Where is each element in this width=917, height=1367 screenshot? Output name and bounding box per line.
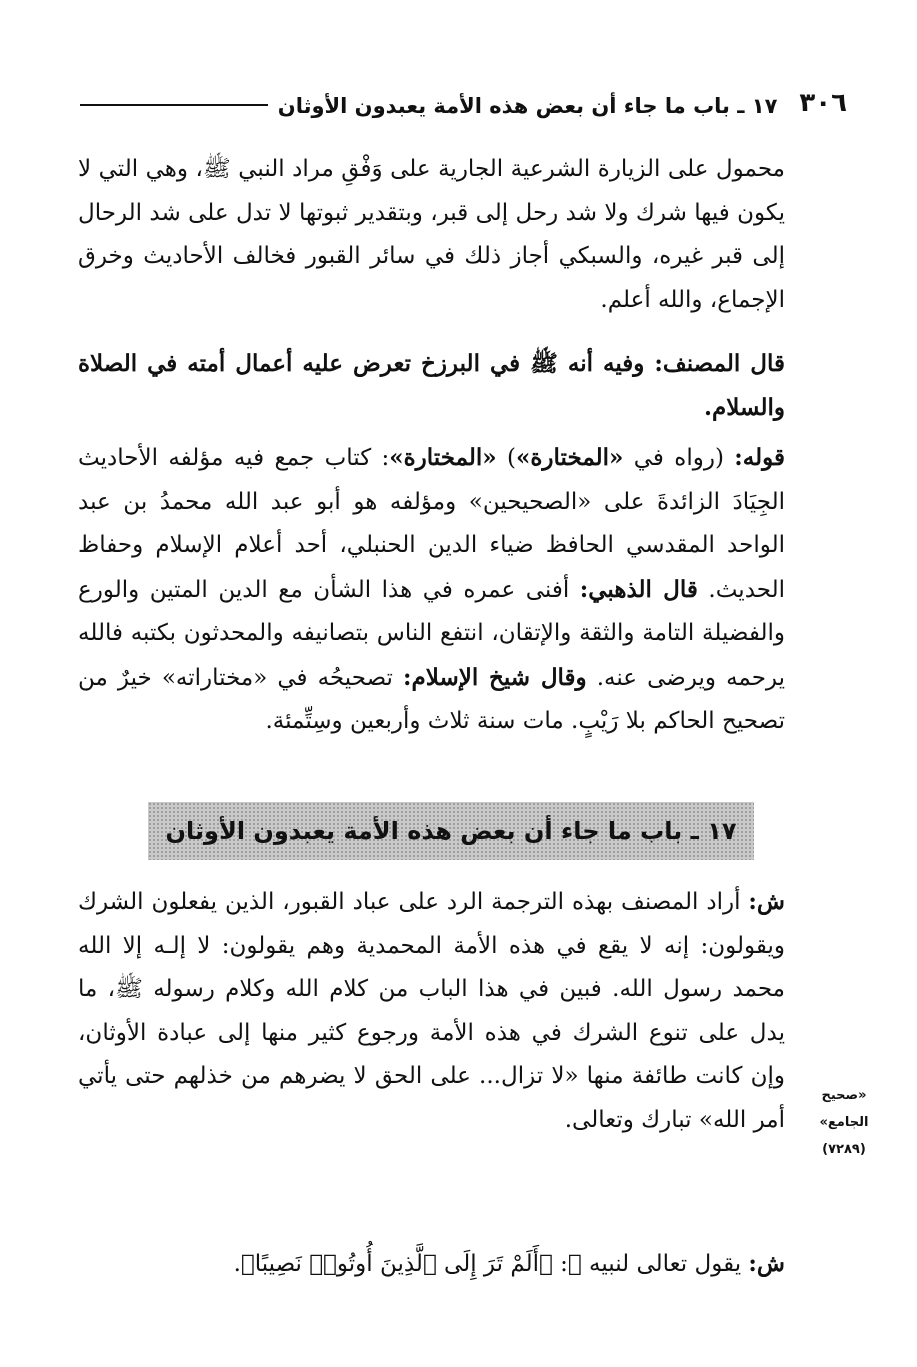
paragraph-3-text-4: أفنى عمره في هذا الشأن مع الدين المتين والورع والفضيلة التامة والثقة والإتقان، انتفع الناس بتصانيفه والمحدثون بكتبه فالله يرحمه ويرضى عنه. [78,576,786,691]
paragraph-5 [78,1242,785,1287]
paragraph-2 [78,342,785,429]
chapter-title: ١٧ ـ باب ما جاء أن بعض هذه الأمة يعبدون الأوثان [165,817,737,845]
page-number: ٣٠٦ [799,88,847,118]
paragraph-3 [78,436,785,744]
paragraph-3-text-2: ) [496,445,516,471]
margin-note-line-1: «صحيح [821,1088,867,1103]
paragraph-5-text: يقول تعالى لنبيه ﷺ: ﴿أَلَمْ تَرَ إِلَى ٱلَّذِينَ أُوتُوا۟ نَصِيبًا﴾. [233,1251,749,1277]
sharh-label: ش: [748,888,785,915]
paragraph-3-text-1: (رواه في [623,445,735,471]
sharh-label-2: ش: [748,1250,785,1277]
paragraph-4 [78,880,785,1142]
paragraph-4-text: أراد المصنف بهذه الترجمة الرد على عباد القبور، الذين يفعلون الشرك ويقولون: إنه لا يقع في هذه الأمة المحمدية وهم يقولون: لا إلـه إلا الله محمد رسول الله. فبين في هذا الباب من كلام الله وكلام رسوله ﷺ، ما يدل على تنوع الشرك في هذه الأمة ورجوع كثير منها إلى عبادة الأوثان، وإن كانت طائفة منها «لا تزال... على الحق لا يضرهم من خذلهم حتى يأتي أمر الله» تبارك وتعالى. [78,889,785,1133]
shaykh-al-islam-label: وقال شيخ الإسلام: [403,663,587,691]
margin-note-line-3: (٧٢٨٩) [822,1142,866,1157]
qawluhu-label: قوله: [734,444,785,471]
paragraph-3-text-5: تصحيحُه في «مختاراته» خيرٌ من تصحيح الحاكم بلا رَيْبٍ. مات سنة ثلاث وأربعين وسِتِّمئة. [78,664,785,734]
paragraph-2-text: وفيه أنه ﷺ في البرزخ تعرض عليه أعمال أمته في الصلاة والسلام. [78,350,785,421]
running-header [80,78,847,118]
mukhtara-ref-1: «المختارة» [516,444,624,471]
dhahabi-said-label: قال الذهبي: [579,575,698,603]
paragraph-1: محمول على الزيارة الشرعية الجارية على وَفْقِ مراد النبي ﷺ، وهي التي لا يكون فيها شرك ولا شد رحل إلى قبر، وبتقدير ثبوتها لا تدل على شد الرحال إلى قبر غيره، والسبكي أجاز ذلك في سائر القبور فخالف الأحاديث وخرق الإجماع، والله أعلم. [78,156,785,313]
paragraph-3-text-3: : كتاب جمع فيه مؤلفه الأحاديث الجِيَادَ الزائدةَ على «الصحيحين» ومؤلفه هو أبو عبد الله محمدُ بن عبد الواحد المقدسي الحافظ ضياء الدين الحنبلي، أحد أعلام الإسلام وحفاظ الحديث. [78,445,786,603]
margin-reference-note [804,1082,884,1163]
author-said-label: قال المصنف: [654,350,785,377]
margin-note-line-2: الجامع» [819,1115,869,1130]
mukhtara-ref-2: «المختارة» [389,444,497,471]
header-rule [80,104,268,106]
chapter-banner [148,802,754,860]
running-title: ١٧ ـ باب ما جاء أن بعض هذه الأمة يعبدون الأوثان [277,94,778,118]
